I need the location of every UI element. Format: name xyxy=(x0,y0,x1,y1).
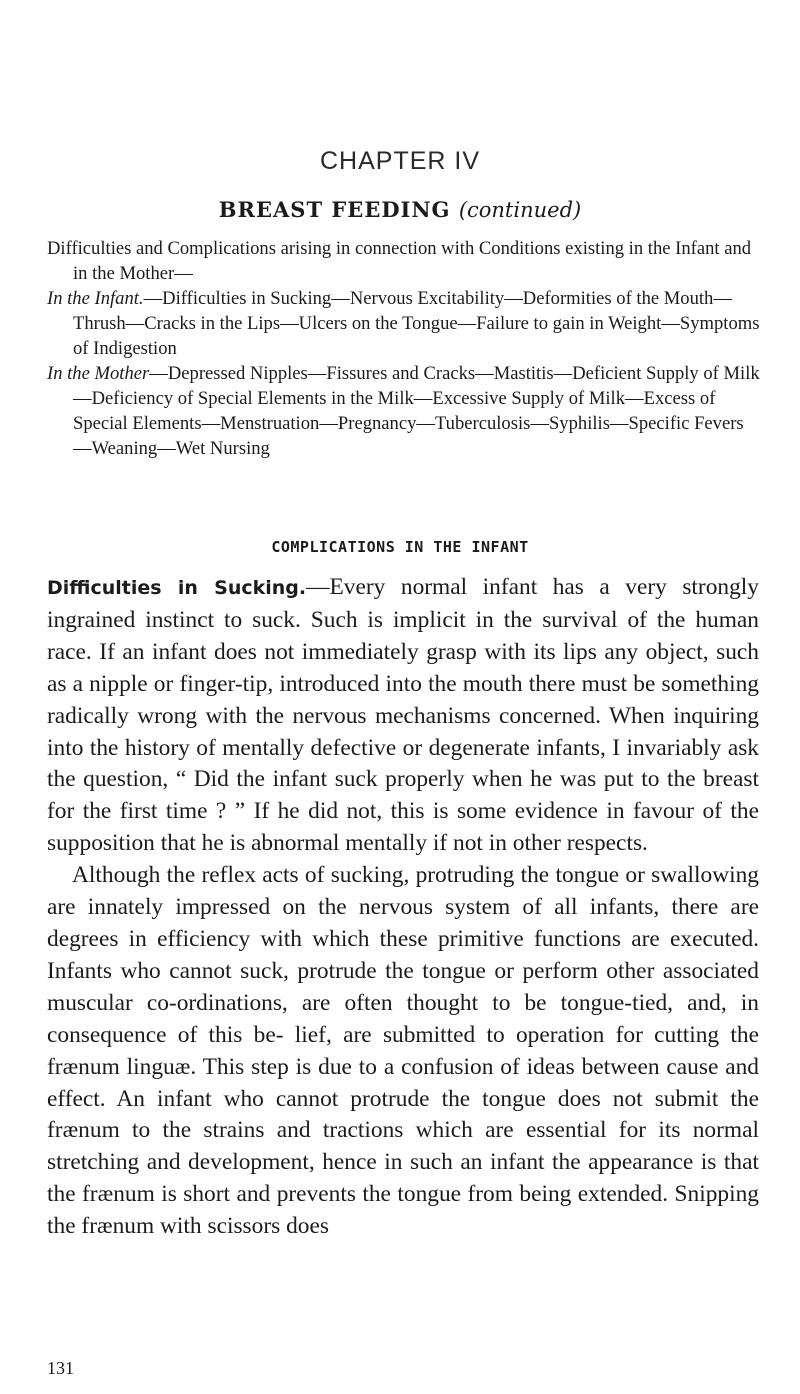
synopsis-mother-text: —Depressed Nipples—Fissures and Cracks—Mastitis—Deficient Supply of Milk—Deficiency of Special Elements in the Milk—Excessive Supply of Milk—Excess of Special Elements—Menstruation—Pregnancy—Tuberculosis—Syphilis—Specific Fevers—Weaning—Wet Nursing xyxy=(73,363,760,459)
synopsis-infant-text: —Difficulties in Sucking—Nervous Excitability—Deformities of the Mouth—Thrush—Cracks in the Lips—Ulcers on the Tongue—Failure to gain in Weight—Symptoms of Indigestion xyxy=(73,288,760,359)
subtitle-suffix: (continued) xyxy=(458,198,582,222)
synopsis-mother-label: In the Mother xyxy=(47,363,150,384)
chapter-heading: CHAPTER IV xyxy=(319,147,481,175)
paragraph-2: Although the reflex acts of sucking, protruding the tongue or swallowing are innately impressed on the nervous system of all infants, there are degrees in efficiency with which these primitive functions are executed. Infants who cannot suck, protrude the tongue or perform other associated muscular co-ordinations, are often thought to be tongue-tied, and, in consequence of this be- lief, are submitted to operation for cutting the frænum linguæ. This step is due to a confusion of ideas between cause and effect. An infant who cannot protrude the tongue does not submit the frænum to the strains and tractions which are essential for its normal stretching and development, hence in such an infant the appearance is that the frænum is short and prevents the tongue from being extended. Snipping the frænum with scissors does xyxy=(47,862,759,1240)
paragraph-1 xyxy=(47,572,759,860)
synopsis-infant-label: In the Infant. xyxy=(47,288,144,309)
chapter-synopsis xyxy=(47,236,762,461)
runin-heading: Difficulties in Sucking. xyxy=(47,577,307,599)
subtitle-main: BREAST FEEDING xyxy=(218,197,451,222)
section-heading: COMPLICATIONS IN THE INFANT xyxy=(271,538,529,556)
page-number: 131 xyxy=(47,1358,74,1378)
synopsis-infant xyxy=(47,286,762,361)
chapter-subtitle xyxy=(0,197,800,222)
body-text xyxy=(47,572,759,1243)
paragraph-1-text: —Every normal infant has a very strongly ingrained instinct to suck. Such is implicit in the survival of the human race. If an infant does not immediately grasp with its lips any object, such as a nipple or finger-tip, introduced into the mouth there must be something radically wrong with the nervous mechanisms concerned. When inquiring into the history of mentally defective or degenerate infants, I invariably ask the question, “ Did the infant suck properly when he was put to the breast for the first time ? ” If he did not, this is some evidence in favour of the supposition that he is abnormal mentally if not in other respects. xyxy=(47,574,759,857)
synopsis-mother xyxy=(47,361,762,461)
synopsis-intro: Difficulties and Complications arising in connection with Conditions existing in the Infant and in the Mother— xyxy=(47,238,752,284)
